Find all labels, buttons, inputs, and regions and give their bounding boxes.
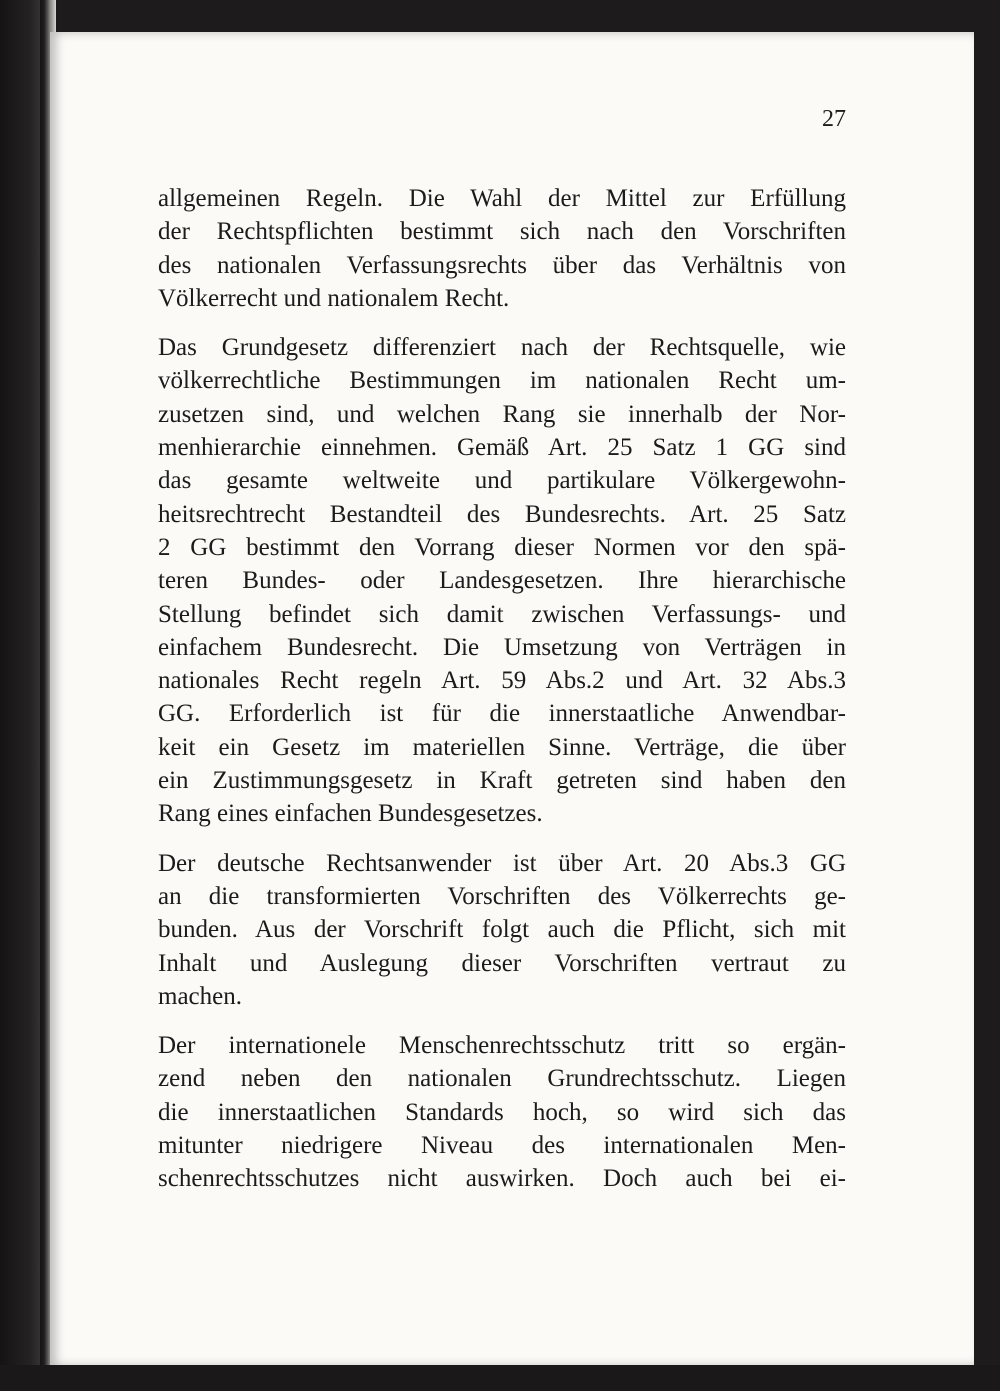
text-line: an die transformierten Vorschriften des Völkerrechts ge- [158, 882, 846, 910]
text-line: Völkerrecht und nationalem Recht. [158, 284, 510, 312]
text-line: heitsrechtrecht Bestandteil des Bundesrechts. Art. 25 Satz [158, 500, 846, 528]
text-line: des nationalen Verfassungsrechts über das Verhältnis von [158, 251, 846, 279]
scan-bottom-edge [0, 1365, 1000, 1391]
text-line: Inhalt und Auslegung dieser Vorschriften vertraut zu [158, 949, 846, 977]
text-line: die innerstaatlichen Standards hoch, so wird sich das [158, 1098, 846, 1126]
text-line: schenrechtsschutzes nicht auswirken. Doch auch bei ei- [158, 1165, 846, 1193]
text-line: einfachem Bundesrecht. Die Umsetzung von Verträgen in [158, 633, 846, 661]
text-line: zusetzen sind, und welchen Rang sie innerhalb der Nor- [158, 400, 846, 428]
text-line: nationales Recht regeln Art. 59 Abs.2 und Art. 32 Abs.3 [158, 667, 846, 695]
text-line: menhierarchie einnehmen. Gemäß Art. 25 Satz 1 GG sind [158, 434, 846, 462]
text-line: Stellung befindet sich damit zwischen Verfassungs- und [158, 600, 846, 628]
text-line: allgemeinen Regeln. Die Wahl der Mittel zur Erfüllung [158, 185, 846, 212]
text-line: Der internationele Menschenrechtsschutz tritt so ergän- [158, 1032, 846, 1060]
text-line: teren Bundes- oder Landesgesetzen. Ihre hierarchische [158, 567, 846, 595]
text-line: zend neben den nationalen Grundrechtsschutz. Liegen [158, 1065, 846, 1093]
paragraph-1 [158, 182, 846, 315]
text-line: bunden. Aus der Vorschrift folgt auch die Pflicht, sich mit [158, 916, 846, 944]
body-text [158, 182, 846, 1212]
text-line: GG. Erforderlich ist für die innerstaatliche Anwendbar- [158, 700, 846, 728]
text-line: mitunter niedrigere Niveau des internationalen Men- [158, 1132, 846, 1160]
paragraph-4 [158, 1029, 846, 1195]
paragraph-3 [158, 847, 846, 1013]
text-line: machen. [158, 982, 242, 1010]
page-number: 27 [822, 106, 846, 132]
text-line: völkerrechtliche Bestimmungen im nationalen Recht um- [158, 367, 846, 395]
text-line: der Rechtspflichten bestimmt sich nach den Vorschriften [158, 218, 846, 246]
text-line: 2 GG bestimmt den Vorrang dieser Normen vor den spä- [158, 533, 846, 561]
text-line: keit ein Gesetz im materiellen Sinne. Verträge, die über [158, 733, 846, 761]
text-line: Rang eines einfachen Bundesgesetzes. [158, 800, 543, 828]
paragraph-2 [158, 331, 846, 830]
text-line: Das Grundgesetz differenziert nach der Rechtsquelle, wie [158, 334, 846, 362]
book-page [50, 32, 974, 1366]
text-line: ein Zustimmungsgesetz in Kraft getreten sind haben den [158, 767, 846, 795]
text-line: Der deutsche Rechtsanwender ist über Art. 20 Abs.3 GG [158, 849, 846, 877]
text-line: das gesamte weltweite und partikulare Völkergewohn- [158, 467, 846, 495]
